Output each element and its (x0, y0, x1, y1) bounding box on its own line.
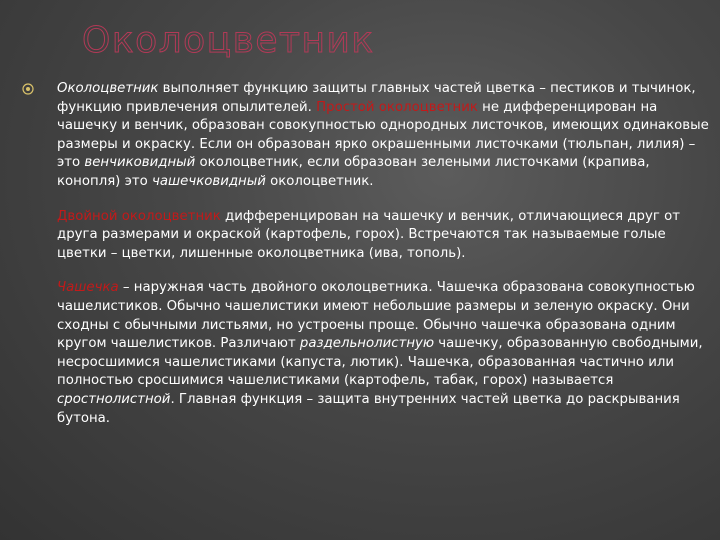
paragraph-double-perianth (57, 208, 709, 264)
term-double-perianth: Двойной околоцветник (57, 208, 221, 224)
term-calyx: Чашечка (57, 280, 119, 296)
paragraph-calyx (57, 279, 709, 428)
text-segment: не дифференцирован на чашечку и венчик, образован совокупностью однородных листочков, имеющих одинаковые размеры и окраску. Если он образован ярко окрашенными листочками (тюльпан, лилия) – это (57, 99, 709, 171)
term-perianth: Околоцветник (57, 81, 159, 96)
body-text (57, 80, 709, 444)
text-segment: дифференцирован на чашечку и венчик, отличающиеся друг от друга размерами и окраской (картофель, горох). Встречаются так называемые голые цветки – цветки, лишенные околоцветника (ива, тополь). (57, 208, 680, 261)
term-calyx-like: чашечковидный (152, 173, 266, 189)
text-segment: чашечку, образованную свободными, несросшимися чашелистиками (капуста, лютик). Чашечка, образованная частично или полностью сросшимися чашелистиками (картофель, табак, горох) называется (57, 336, 703, 389)
text-segment: выполняет функцию защиты главных частей цветка – пестиков и тычинок, функцию привлечения опылителей. (57, 81, 696, 115)
text-segment: околоцветник. (265, 173, 374, 189)
text-segment: . Главная функция – защита внутренних частей цветка до раскрывания бутона. (57, 391, 680, 426)
term-simple-perianth: Простой околоцветник (316, 99, 478, 115)
slide-title: Околоцветник (82, 20, 375, 61)
term-separate-leaved: раздельнолистную (299, 336, 435, 352)
term-fused-leaved: сростнолистной (57, 391, 171, 407)
text-segment: околоцветник, если образован зелеными листочками (крапива, конопля) это (57, 155, 650, 189)
paragraph-simple-perianth (57, 80, 709, 192)
text-segment: – наружная часть двойного околоцветника. Чашечка образована совокупностью чашелистиков. Обычно чашелистики имеют небольшие размеры и зеленую окраску. Они сходны с обычными листьями, но устроены проще. Обычно чашечка образована одним кругом чашелистиков. Различают (57, 280, 695, 352)
term-corolla-like: венчиковидный (84, 155, 196, 171)
circle-target-icon (22, 83, 34, 95)
